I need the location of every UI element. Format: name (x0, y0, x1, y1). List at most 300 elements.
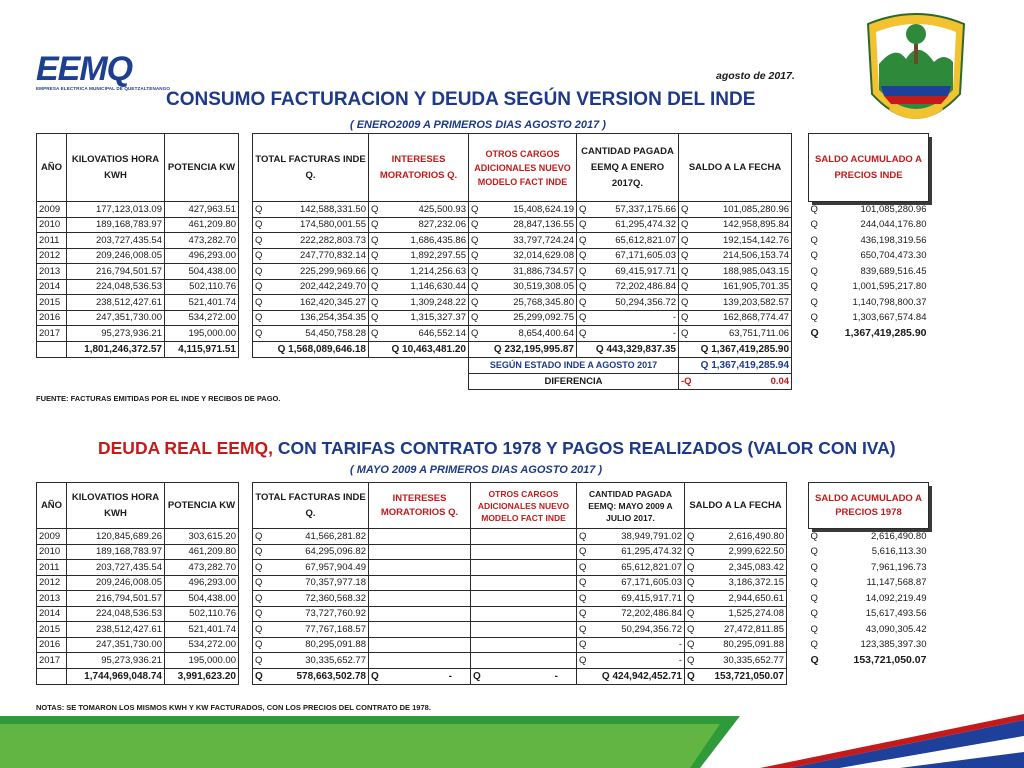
report-date: agosto de 2017. (716, 70, 795, 82)
kwh-cell: 203,727,435.54 (67, 560, 165, 576)
facturas-cell: 54,450,758.28 (267, 326, 369, 342)
kwh-cell: 95,273,936.21 (67, 653, 165, 669)
acumulado-row (809, 279, 929, 295)
currency-cell: Q (253, 560, 267, 576)
acumulado-row (809, 202, 929, 218)
kw-cell: 473,282.70 (165, 233, 239, 249)
currency-cell: Q (577, 529, 591, 545)
saldo-cell: 2,999,622.50 (699, 544, 787, 560)
intereses-cell: 1,146,630.44 (383, 279, 469, 295)
currency-cell: Q (253, 233, 267, 249)
otros-cell: 25,299,092.75 (483, 310, 577, 326)
currency-cell: Q (810, 296, 818, 308)
facturas-cell: 142,588,331.50 (267, 202, 369, 218)
pagada-cell: 69,415,917.71 (591, 591, 685, 607)
currency-cell: Q (685, 591, 699, 607)
year-cell: 2015 (37, 295, 67, 311)
intereses-cell: 1,315,327.37 (383, 310, 469, 326)
currency-cell: Q (685, 529, 699, 545)
pagada-cell: 50,294,356.72 (591, 295, 679, 311)
header2-year: AÑO (37, 483, 67, 529)
facturas-cell: 162,420,345.27 (267, 295, 369, 311)
intereses-cell: 1,686,435.86 (383, 233, 469, 249)
currency-cell: Q (253, 326, 267, 342)
currency-cell: Q (577, 233, 591, 249)
header2-kw: POTENCIA KW (165, 483, 239, 529)
acumulado-cell: 1,303,667,574.84 (852, 312, 927, 324)
acumulado-row (809, 264, 929, 280)
currency-cell: Q (577, 544, 591, 560)
currency-cell: Q (685, 668, 699, 684)
facturas-cell: 64,295,096.82 (267, 544, 369, 560)
saldo-cell: 139,203,582.57 (694, 295, 792, 311)
table-row (37, 622, 787, 638)
saldo-cell: 80,295,091.88 (699, 637, 787, 653)
table-row (37, 637, 787, 653)
kwh-cell: 247,351,730.00 (67, 310, 165, 326)
otros-cell: 8,654,400.64 (483, 326, 577, 342)
acumulado-cell: 123,385,397.30 (860, 639, 927, 651)
year-cell: 2014 (37, 279, 67, 295)
header2-otros-cargos: OTROS CARGOS ADICIONALES NUEVO MODELO FACT INDE (471, 483, 577, 529)
spacer-cell (239, 217, 253, 233)
acumulado-row (809, 248, 929, 264)
title-deuda-real-red: DEUDA REAL EEMQ, (98, 438, 274, 458)
currency-cell: Q (810, 281, 818, 293)
saldo-cell: 1,525,274.08 (699, 606, 787, 622)
pagada-cell: 67,171,605.03 (591, 248, 679, 264)
otros-cell (471, 637, 577, 653)
intereses-cell: 646,552.14 (383, 326, 469, 342)
currency-cell: Q (679, 248, 694, 264)
table-row (37, 575, 787, 591)
table-consumo-inde (36, 133, 792, 390)
currency-cell: Q (577, 279, 591, 295)
title-consumo-facturacion: CONSUMO FACTURACION Y DEUDA SEGÚN VERSION DEL INDE (166, 89, 756, 110)
acumulado-row (809, 217, 929, 233)
total-otros (471, 668, 577, 684)
spacer-cell (239, 668, 253, 684)
currency-cell: Q (810, 546, 818, 558)
currency-cell: Q (253, 295, 267, 311)
year-cell: 2011 (37, 560, 67, 576)
kw-cell: 504,438.00 (165, 591, 239, 607)
acumulado-cell: 15,617,493.56 (865, 608, 927, 620)
segun-estado-row (37, 357, 792, 373)
kwh-cell: 247,351,730.00 (67, 637, 165, 653)
saldo-cell: 30,335,652.77 (699, 653, 787, 669)
logo-text: EEMQ (36, 50, 133, 88)
currency-cell: Q (577, 217, 591, 233)
intereses-cell (369, 560, 471, 576)
intereses-cell (369, 591, 471, 607)
header-year: AÑO (37, 134, 67, 202)
year-cell: 2017 (37, 326, 67, 342)
facturas-cell: 73,727,760.92 (267, 606, 369, 622)
currency-cell: Q (469, 217, 483, 233)
spacer-cell (239, 560, 253, 576)
saldo-cell: 101,085,280.96 (694, 202, 792, 218)
currency-cell: Q (810, 531, 818, 542)
currency-cell: Q (369, 233, 383, 249)
header-saldo-acumulado: SALDO ACUMULADO A PRECIOS INDE (809, 134, 929, 202)
header2-intereses: INTERESES MORATORIOS Q. (369, 483, 471, 529)
currency-cell: Q (810, 234, 818, 246)
kwh-cell: 209,246,008.05 (67, 575, 165, 591)
pagada-cell: 65,612,821.07 (591, 560, 685, 576)
currency-cell: Q (469, 279, 483, 295)
intereses-cell: 1,214,256.63 (383, 264, 469, 280)
decorative-flag-strip (0, 712, 1024, 768)
facturas-cell: 30,335,652.77 (267, 653, 369, 669)
pagada-cell: - (591, 310, 679, 326)
acumulado-row (809, 591, 929, 607)
currency-cell: Q (253, 217, 267, 233)
acumulado-cell: 14,092,219.49 (865, 592, 927, 604)
acumulado-row (809, 295, 929, 311)
saldo-cell: 2,944,650.61 (699, 591, 787, 607)
currency-cell: Q (577, 622, 591, 638)
currency-cell: Q (810, 639, 818, 651)
header-total-facturas: TOTAL FACTURAS INDE Q. (253, 134, 369, 202)
currency-cell: Q (685, 560, 699, 576)
currency-cell: Q (253, 637, 267, 653)
acumulado-row (809, 637, 929, 653)
currency-cell: Q (577, 560, 591, 576)
spacer-cell (239, 233, 253, 249)
currency-cell: Q (253, 653, 267, 669)
otros-cell: 25,768,345.80 (483, 295, 577, 311)
currency-cell: Q (369, 248, 383, 264)
currency-cell: Q (253, 591, 267, 607)
otros-cell (471, 606, 577, 622)
currency-cell: Q (369, 217, 383, 233)
table-row (37, 529, 787, 545)
table-row (37, 217, 792, 233)
otros-cell: 31,886,734.57 (483, 264, 577, 280)
currency-cell: Q (810, 219, 818, 231)
intereses-cell (369, 653, 471, 669)
currency-cell: Q (371, 670, 379, 682)
acumulado-cell: 436,198,319.56 (860, 234, 927, 246)
currency-cell: Q (679, 310, 694, 326)
currency-cell: Q (253, 529, 267, 545)
total-otros-value: - (554, 670, 558, 682)
acumulado-cell: 1,367,419,285.90 (844, 327, 927, 340)
logo-subtitle: EMPRESA ELECTRICA MUNICIPAL DE QUETZALTENANGO (36, 86, 171, 91)
year-cell: 2010 (37, 217, 67, 233)
table-row (37, 264, 792, 280)
currency-cell: Q (810, 608, 818, 620)
currency-cell: Q (577, 248, 591, 264)
currency-cell: Q (469, 202, 483, 218)
kw-cell: 427,963.51 (165, 202, 239, 218)
header2-total-facturas: TOTAL FACTURAS INDE Q. (253, 483, 369, 529)
currency-cell: Q (369, 264, 383, 280)
currency-cell: Q (810, 577, 818, 589)
kwh-cell: 238,512,427.61 (67, 622, 165, 638)
currency-cell: Q (679, 279, 694, 295)
diferencia-label: DIFERENCIA (469, 373, 679, 389)
spacer-cell (239, 637, 253, 653)
acumulado-cell: 839,689,516.45 (860, 265, 927, 277)
header-cantidad-pagada: CANTIDAD PAGADA EEMQ A ENERO 2017Q. (577, 134, 679, 202)
acumulado-cell: 2,616,490.80 (871, 531, 927, 542)
year-cell: 2016 (37, 310, 67, 326)
acumulado-row (809, 544, 929, 560)
kw-cell: 502,110.76 (165, 279, 239, 295)
pagada-cell: 65,612,821.07 (591, 233, 679, 249)
spacer-cell (37, 357, 469, 373)
municipal-crest-icon (856, 4, 976, 144)
total-saldo: 153,721,050.07 (699, 668, 787, 684)
currency-cell: Q (810, 592, 818, 604)
acumulado-cell: 153,721,050.07 (853, 654, 927, 667)
acumulado-row (809, 310, 929, 326)
intereses-cell: 1,892,297.55 (383, 248, 469, 264)
title-deuda-real (98, 438, 896, 459)
subtitle-period-2: ( MAYO 2009 A PRIMEROS DIAS AGOSTO 2017 ) (350, 464, 603, 476)
spacer-cell (239, 341, 253, 357)
currency-cell: Q (253, 606, 267, 622)
currency-cell: Q (253, 264, 267, 280)
currency-cell: Q (685, 622, 699, 638)
otros-cell: 15,408,624.19 (483, 202, 577, 218)
facturas-cell: 77,767,168.57 (267, 622, 369, 638)
year-cell: 2015 (37, 622, 67, 638)
pagada-cell: 50,294,356.72 (591, 622, 685, 638)
intereses-cell: 827,232.06 (383, 217, 469, 233)
kw-cell: 502,110.76 (165, 606, 239, 622)
acumulado-row (809, 622, 929, 638)
intereses-cell (369, 544, 471, 560)
header-intereses: INTERESES MORATORIOS Q. (369, 134, 469, 202)
facturas-cell: 80,295,091.88 (267, 637, 369, 653)
facturas-cell: 67,957,904.49 (267, 560, 369, 576)
kw-cell: 534,272.00 (165, 310, 239, 326)
segun-label: SEGÚN ESTADO INDE A AGOSTO 2017 (469, 357, 679, 373)
facturas-cell: 222,282,803.73 (267, 233, 369, 249)
table-row (37, 653, 787, 669)
spacer-cell (239, 202, 253, 218)
facturas-cell: 136,254,354.35 (267, 310, 369, 326)
year-cell: 2009 (37, 202, 67, 218)
title-deuda-real-blue: CON TARIFAS CONTRATO 1978 Y PAGOS REALIZADOS (VALOR CON IVA) (273, 438, 896, 458)
currency-cell: Q (253, 622, 267, 638)
year-cell: 2017 (37, 653, 67, 669)
year-cell: 2010 (37, 544, 67, 560)
currency-cell: Q (810, 250, 818, 262)
currency-cell: Q (469, 326, 483, 342)
spacer-cell (239, 544, 253, 560)
kw-cell: 504,438.00 (165, 264, 239, 280)
header-kwh: KILOVATIOS HORA KWH (67, 134, 165, 202)
eemq-logo (36, 50, 171, 91)
table-row (37, 606, 787, 622)
total-facturas: Q 1,568,089,646.18 (253, 341, 369, 357)
header2-saldo: SALDO A LA FECHA (685, 483, 787, 529)
kw-cell: 461,209.80 (165, 217, 239, 233)
currency-cell: Q (810, 312, 818, 324)
facturas-cell: 41,566,281.82 (267, 529, 369, 545)
otros-cell: 32,014,629.08 (483, 248, 577, 264)
currency-cell: Q (577, 295, 591, 311)
currency-cell: Q (369, 202, 383, 218)
acumulado-row (809, 529, 929, 545)
spacer-cell (239, 529, 253, 545)
intereses-cell: 1,309,248.22 (383, 295, 469, 311)
spacer-cell (239, 248, 253, 264)
totals-row (37, 668, 787, 684)
currency-cell: Q (473, 670, 481, 682)
acumulado-row (809, 326, 929, 342)
kwh-cell: 224,048,536.53 (67, 279, 165, 295)
year-cell: 2013 (37, 591, 67, 607)
currency-cell: Q (577, 264, 591, 280)
total-intereses: Q 10,463,481.20 (369, 341, 469, 357)
pagada-cell: 38,949,791.02 (591, 529, 685, 545)
pagada-cell: - (591, 653, 685, 669)
pagada-cell: - (591, 637, 685, 653)
total-intereses-value: - (448, 670, 452, 682)
otros-cell: 28,847,136.55 (483, 217, 577, 233)
acumulado-row (809, 575, 929, 591)
kwh-cell: 209,246,008.05 (67, 248, 165, 264)
otros-cell: 33,797,724.24 (483, 233, 577, 249)
header-kw: POTENCIA KW (165, 134, 239, 202)
table-row (37, 202, 792, 218)
year-cell: 2016 (37, 637, 67, 653)
currency-cell: Q (685, 653, 699, 669)
table-deuda-real (36, 482, 787, 685)
currency-cell: Q (685, 606, 699, 622)
currency-cell: Q (577, 575, 591, 591)
currency-cell: Q (810, 654, 819, 667)
currency-cell: Q (685, 637, 699, 653)
acumulado-row (809, 560, 929, 576)
currency-cell: Q (810, 327, 819, 340)
pagada-cell: 69,415,917.71 (591, 264, 679, 280)
acumulado-row (809, 606, 929, 622)
kw-cell: 473,282.70 (165, 560, 239, 576)
currency-cell: Q (469, 233, 483, 249)
subtitle-period-1: ( ENERO2009 A PRIMEROS DIAS AGOSTO 2017 ) (350, 119, 606, 131)
otros-cell (471, 560, 577, 576)
acumulado-cell: 1,001,595,217.80 (852, 281, 927, 293)
kwh-cell: 203,727,435.54 (67, 233, 165, 249)
kw-cell: 496,293.00 (165, 575, 239, 591)
kwh-cell: 189,168,783.97 (67, 217, 165, 233)
kwh-cell: 120,845,689.26 (67, 529, 165, 545)
currency-cell: Q (253, 202, 267, 218)
header2-cantidad-pagada: CANTIDAD PAGADA EEMQ: MAYO 2009 A JULIO 2017. (577, 483, 685, 529)
diferencia-q: -Q (679, 373, 694, 389)
table-saldo-acumulado-1978 (808, 482, 929, 668)
intereses-cell (369, 637, 471, 653)
total-kwh: 1,801,246,372.57 (67, 341, 165, 357)
intereses-cell (369, 622, 471, 638)
currency-cell: Q (369, 295, 383, 311)
kw-cell: 195,000.00 (165, 653, 239, 669)
acumulado-cell: 11,147,568.87 (866, 577, 927, 589)
year-cell: 2012 (37, 248, 67, 264)
currency-cell: Q (810, 204, 818, 215)
currency-cell: Q (685, 575, 699, 591)
currency-cell: Q (810, 265, 818, 277)
saldo-cell: 142,958,895.84 (694, 217, 792, 233)
total-facturas: 578,663,502.78 (267, 668, 369, 684)
kwh-cell: 216,794,501.57 (67, 264, 165, 280)
acumulado-row (809, 233, 929, 249)
kw-cell: 303,615.20 (165, 529, 239, 545)
saldo-cell: 214,506,153.74 (694, 248, 792, 264)
spacer-cell (239, 575, 253, 591)
spacer-cell (239, 622, 253, 638)
total-kwh: 1,744,969,048.74 (67, 668, 165, 684)
pagada-cell: 57,337,175.66 (591, 202, 679, 218)
saldo-cell: 2,616,490.80 (699, 529, 787, 545)
currency-cell: Q (369, 279, 383, 295)
header2-kwh: KILOVATIOS HORA KWH (67, 483, 165, 529)
table-row (37, 310, 792, 326)
spacer-cell (239, 264, 253, 280)
facturas-cell: 225,299,969.66 (267, 264, 369, 280)
currency-cell: Q (253, 668, 267, 684)
pagada-cell: 67,171,605.03 (591, 575, 685, 591)
currency-cell: Q (679, 217, 694, 233)
saldo-cell: 162,868,774.47 (694, 310, 792, 326)
total-otros: Q 232,195,995.87 (469, 341, 577, 357)
facturas-cell: 72,360,568.32 (267, 591, 369, 607)
currency-cell: Q (469, 264, 483, 280)
kwh-cell: 216,794,501.57 (67, 591, 165, 607)
year-cell: 2012 (37, 575, 67, 591)
table-row (37, 295, 792, 311)
year-cell: 2009 (37, 529, 67, 545)
facturas-cell: 174,580,001.55 (267, 217, 369, 233)
facturas-cell: 70,357,977.18 (267, 575, 369, 591)
table-row (37, 560, 787, 576)
totals-empty (37, 341, 67, 357)
acumulado-cell: 7,961,196.73 (871, 561, 927, 573)
currency-cell: Q (469, 248, 483, 264)
notas-note: NOTAS: SE TOMARON LOS MISMOS KWH Y KW FACTURADOS, CON LOS PRECIOS DEL CONTRATO DE 1978. (36, 703, 431, 712)
currency-cell: Q (810, 623, 818, 635)
table-row (37, 279, 792, 295)
kw-cell: 195,000.00 (165, 326, 239, 342)
currency-cell: Q (679, 202, 694, 218)
table-saldo-acumulado-inde (808, 133, 929, 341)
facturas-cell: 202,442,249.70 (267, 279, 369, 295)
table-row (37, 248, 792, 264)
currency-cell: Q (253, 279, 267, 295)
currency-cell: Q (577, 637, 591, 653)
intereses-cell (369, 606, 471, 622)
diferencia-row (37, 373, 792, 389)
year-cell: 2014 (37, 606, 67, 622)
currency-cell: Q (679, 264, 694, 280)
saldo-cell: 63,751,711.06 (694, 326, 792, 342)
currency-cell: Q (679, 233, 694, 249)
pagada-cell: 72,202,486.84 (591, 606, 685, 622)
header-saldo: SALDO A LA FECHA (679, 134, 792, 202)
acumulado-cell: 650,704,473.30 (860, 250, 927, 262)
currency-cell: Q (369, 310, 383, 326)
header2-saldo-acumulado: SALDO ACUMULADO A PRECIOS 1978 (809, 483, 929, 529)
saldo-cell: 3,186,372.15 (699, 575, 787, 591)
kw-cell: 521,401.74 (165, 295, 239, 311)
otros-cell (471, 529, 577, 545)
